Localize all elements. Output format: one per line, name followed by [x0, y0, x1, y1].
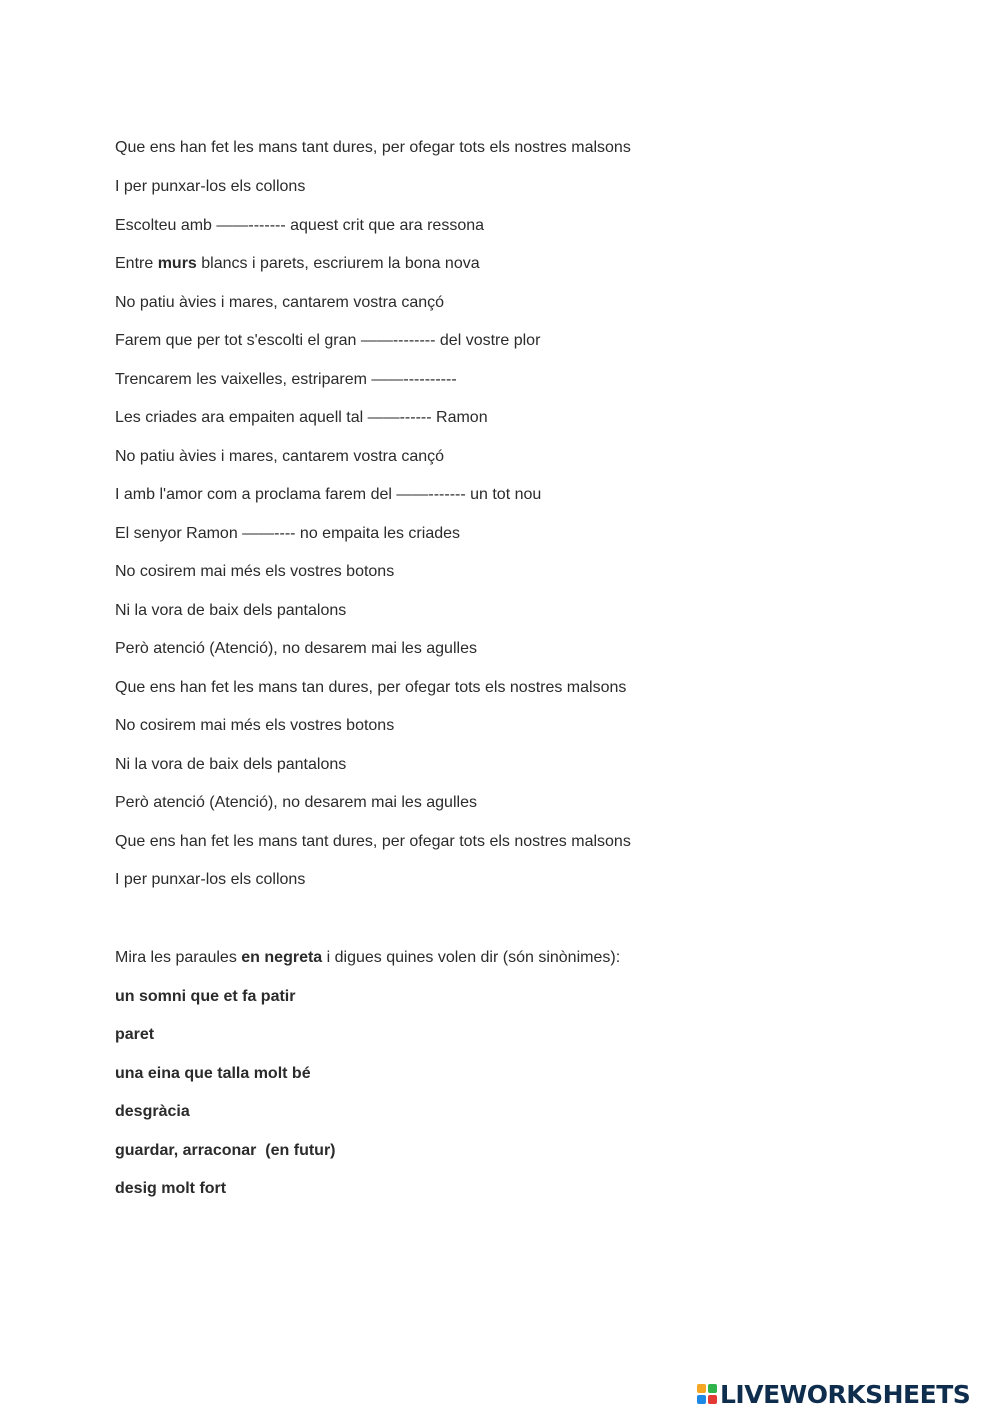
lyric-line: No cosirem mai més els vostres botons [115, 717, 395, 734]
lyric-line: Que ens han fet les mans tan dures, per ofegar tots els nostres malsons [115, 679, 627, 696]
lyric-line: I per punxar-los els collons [115, 871, 306, 888]
lyric-line: Ni la vora de baix dels pantalons [115, 602, 347, 619]
lyric-line: No cosirem mai més els vostres botons [115, 563, 395, 580]
lyric-line [115, 254, 480, 274]
lyric-text: blancs i parets, escriurem la bona nova [196, 255, 480, 272]
lyric-line: Escolteu amb ——------- aquest crit que ara ressona [115, 217, 485, 234]
lyric-line: No patiu àvies i mares, cantarem vostra cançó [115, 294, 445, 311]
lyric-line: Però atenció (Atenció), no desarem mai les agulles [115, 794, 477, 811]
definition-item: guardar, arraconar (en futur) [115, 1142, 336, 1159]
instruction-text: i digues quines volen dir (són sinònimes): [322, 949, 621, 966]
lyric-line: Que ens han fet les mans tant dures, per ofegar tots els nostres malsons [115, 833, 631, 850]
instruction-line [115, 948, 620, 968]
liveworksheets-logo [697, 1380, 970, 1408]
logo-icon [697, 1384, 717, 1404]
lyric-line: Que ens han fet les mans tant dures, per ofegar tots els nostres malsons [115, 139, 631, 156]
lyric-line: El senyor Ramon ——---- no empaita les criades [115, 525, 461, 542]
definition-item: una eina que talla molt bé [115, 1065, 311, 1082]
logo-square [697, 1395, 706, 1404]
lyric-line: No patiu àvies i mares, cantarem vostra cançó [115, 448, 445, 465]
lyric-line: Les criades ara empaiten aquell tal ——------ Ramon [115, 409, 488, 426]
definition-item: desgràcia [115, 1103, 190, 1120]
bold-keyword: murs [157, 255, 197, 272]
lyric-line: I amb l'amor com a proclama farem del ——------- un tot nou [115, 486, 542, 503]
lyric-line: Farem que per tot s'escolti el gran ——-------- del vostre plor [115, 332, 541, 349]
definition-item: desig molt fort [115, 1180, 227, 1197]
definition-item: un somni que et fa patir [115, 988, 296, 1005]
logo-square [708, 1395, 717, 1404]
definition-item: paret [115, 1026, 155, 1043]
logo-square [697, 1384, 706, 1393]
logo-text: LIVEWORKSHEETS [720, 1379, 971, 1409]
lyric-text: Entre [115, 255, 158, 272]
instruction-bold: en negreta [241, 949, 323, 966]
lyric-line: Ni la vora de baix dels pantalons [115, 756, 347, 773]
instruction-text: Mira les paraules [115, 949, 242, 966]
lyric-line: Però atenció (Atenció), no desarem mai les agulles [115, 640, 477, 657]
logo-square [708, 1384, 717, 1393]
lyric-line: Trencarem les vaixelles, estriparem ——---------- [115, 371, 457, 388]
lyric-line: I per punxar-los els collons [115, 178, 306, 195]
